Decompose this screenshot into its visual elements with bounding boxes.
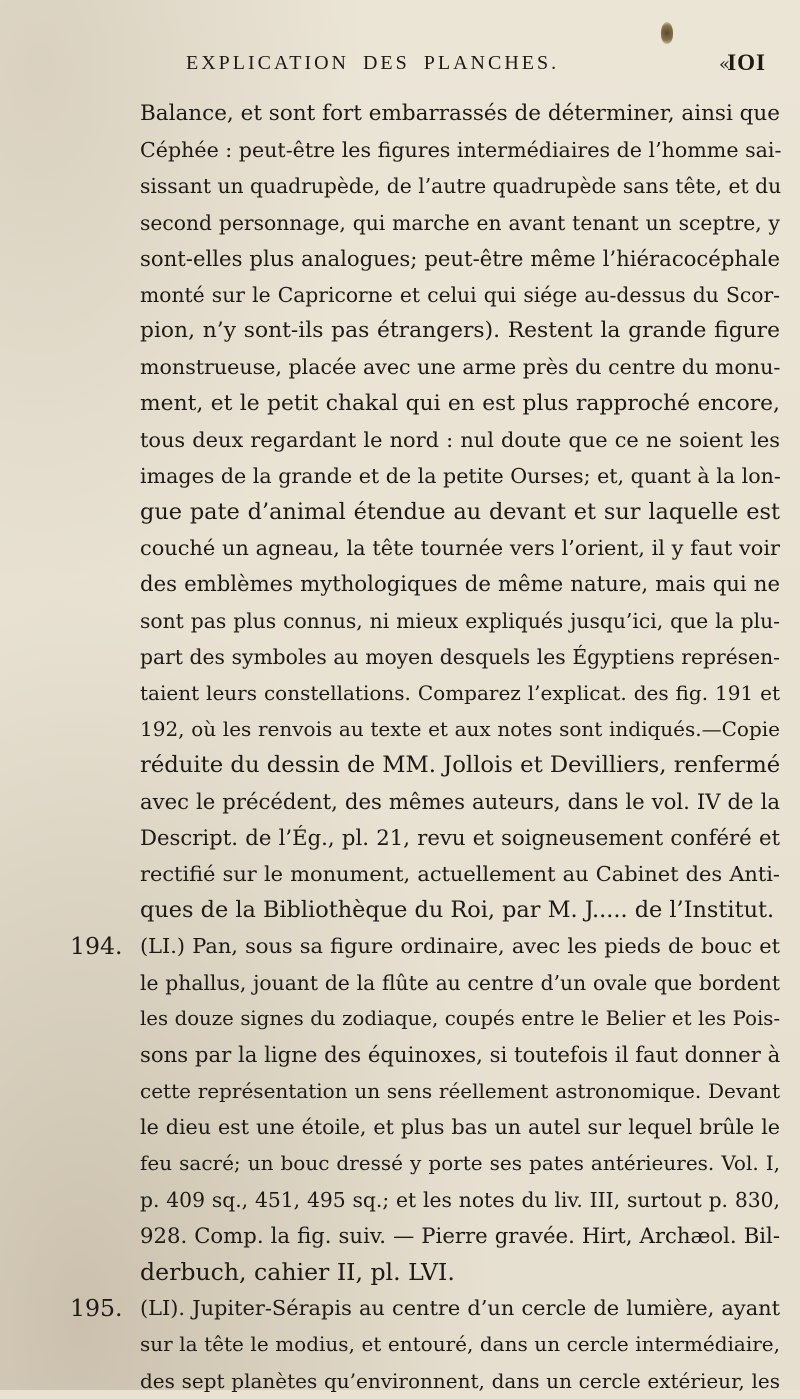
text-line: des sept planètes qu’environnent, dans un cercle extérieur, les	[140, 1368, 780, 1393]
entry-195	[70, 1290, 780, 1399]
header-title: EXPLICATION DES PLANCHES.	[186, 52, 560, 74]
text-line: sont-elles plus analogues; peut-être même l’hiéracocéphale	[140, 245, 780, 271]
entry-number: 194.	[70, 932, 123, 961]
text-line: Descript. de l’Ég., pl. 21, revu et soigneusement conféré et	[140, 824, 780, 850]
text-line: couché un agneau, la tête tournée vers l’orient, il y faut voir	[140, 536, 780, 561]
ink-stain	[661, 22, 673, 44]
body-text	[70, 96, 782, 1399]
entry-194	[70, 928, 781, 1290]
text-line: images de la grande et de la petite Ourses; et, quant à la lon-	[140, 463, 781, 488]
text-line: pion, n’y sont-ils pas étrangers). Restent la grande figure	[140, 318, 780, 344]
text-line: gue pate d’animal étendue au devant et sur laquelle est	[140, 499, 780, 526]
text-line: cette représentation un sens réellement astronomique. Devant	[140, 1079, 780, 1104]
text-line: des emblèmes mythologiques de même nature, mais qui ne	[140, 571, 780, 597]
text-line: avec le précédent, des mêmes auteurs, dans le vol. IV de la	[140, 788, 780, 814]
text-line: sont pas plus connus, ni mieux expliqués jusqu’ici, que la plu-	[140, 608, 780, 633]
page-number: IOI	[727, 50, 766, 75]
text-line-content: (LI). Jupiter-Sérapis au centre d’un cercle de lumière, ayant	[140, 1296, 780, 1321]
text-line: ques de la Bibliothèque du Roi, par M. J..... de l’Institut.	[140, 897, 775, 924]
text-line: sur la tête le modius, et entouré, dans un cercle intermédiaire,	[140, 1332, 780, 1357]
text-line: le phallus, jouant de la flûte au centre d’un ovale que bordent	[140, 970, 780, 995]
running-header	[134, 48, 774, 80]
text-line: monstrueuse, placée avec une arme près du centre du monu-	[140, 355, 781, 380]
text-line: ment, et le petit chakal qui en est plus rapproché encore,	[140, 390, 780, 416]
text-line: monté sur le Capricorne et celui qui siége au-dessus du Scor-	[140, 282, 780, 307]
text-line: Balance, et sont fort embarrassés de déterminer, ainsi que	[140, 101, 780, 126]
text-line: rectifié sur le monument, actuellement au Cabinet des Anti-	[140, 861, 780, 886]
text-line: réduite du dessin de MM. Jollois et Devilliers, renfermé	[140, 752, 781, 779]
header-mark: «	[718, 54, 730, 75]
text-line: derbuch, cahier II, pl. LVI.	[140, 1258, 455, 1286]
entry-number: 195.	[70, 1294, 123, 1323]
text-line: sons par la ligne des équinoxes, si toutefois il faut donner à	[140, 1041, 781, 1067]
text-line: taient leurs constellations. Comparez l’explicat. des fig. 191 et	[140, 681, 780, 705]
text-line: tous deux regardant le nord : nul doute que ce ne soient les	[140, 427, 780, 452]
text-line: p. 409 sq., 451, 495 sq.; et les notes du liv. III, surtout p. 830,	[140, 1187, 780, 1212]
text-line: Céphée : peut-être les figures intermédiaires de l’homme sai-	[140, 138, 782, 163]
text-line: second personnage, qui marche en avant tenant un sceptre, y	[140, 210, 780, 235]
text-line: part des symboles au moyen desquels les Égyptiens représen-	[140, 644, 780, 669]
text-line: sissant un quadrupède, de l’autre quadrupède sans tête, et du	[140, 174, 782, 199]
paragraph-continuation	[140, 96, 780, 928]
text-line: les douze signes du zodiaque, coupés entre le Belier et les Pois-	[140, 1006, 780, 1030]
text-line: 192, où les renvois au texte et aux notes sont indiqués.—Copie	[140, 717, 780, 742]
text-line	[70, 1290, 780, 1326]
text-line	[70, 928, 780, 964]
text-line: 928. Comp. la fig. suiv. — Pierre gravée. Hirt, Archæol. Bil-	[140, 1222, 780, 1248]
text-line: feu sacré; un bouc dressé y porte ses pates antérieures. Vol. I,	[140, 1151, 780, 1176]
text-line-content: (LI.) Pan, sous sa figure ordinaire, avec les pieds de bouc et	[140, 934, 780, 959]
text-line: le dieu est une étoile, et plus bas un autel sur lequel brûle le	[140, 1115, 780, 1140]
